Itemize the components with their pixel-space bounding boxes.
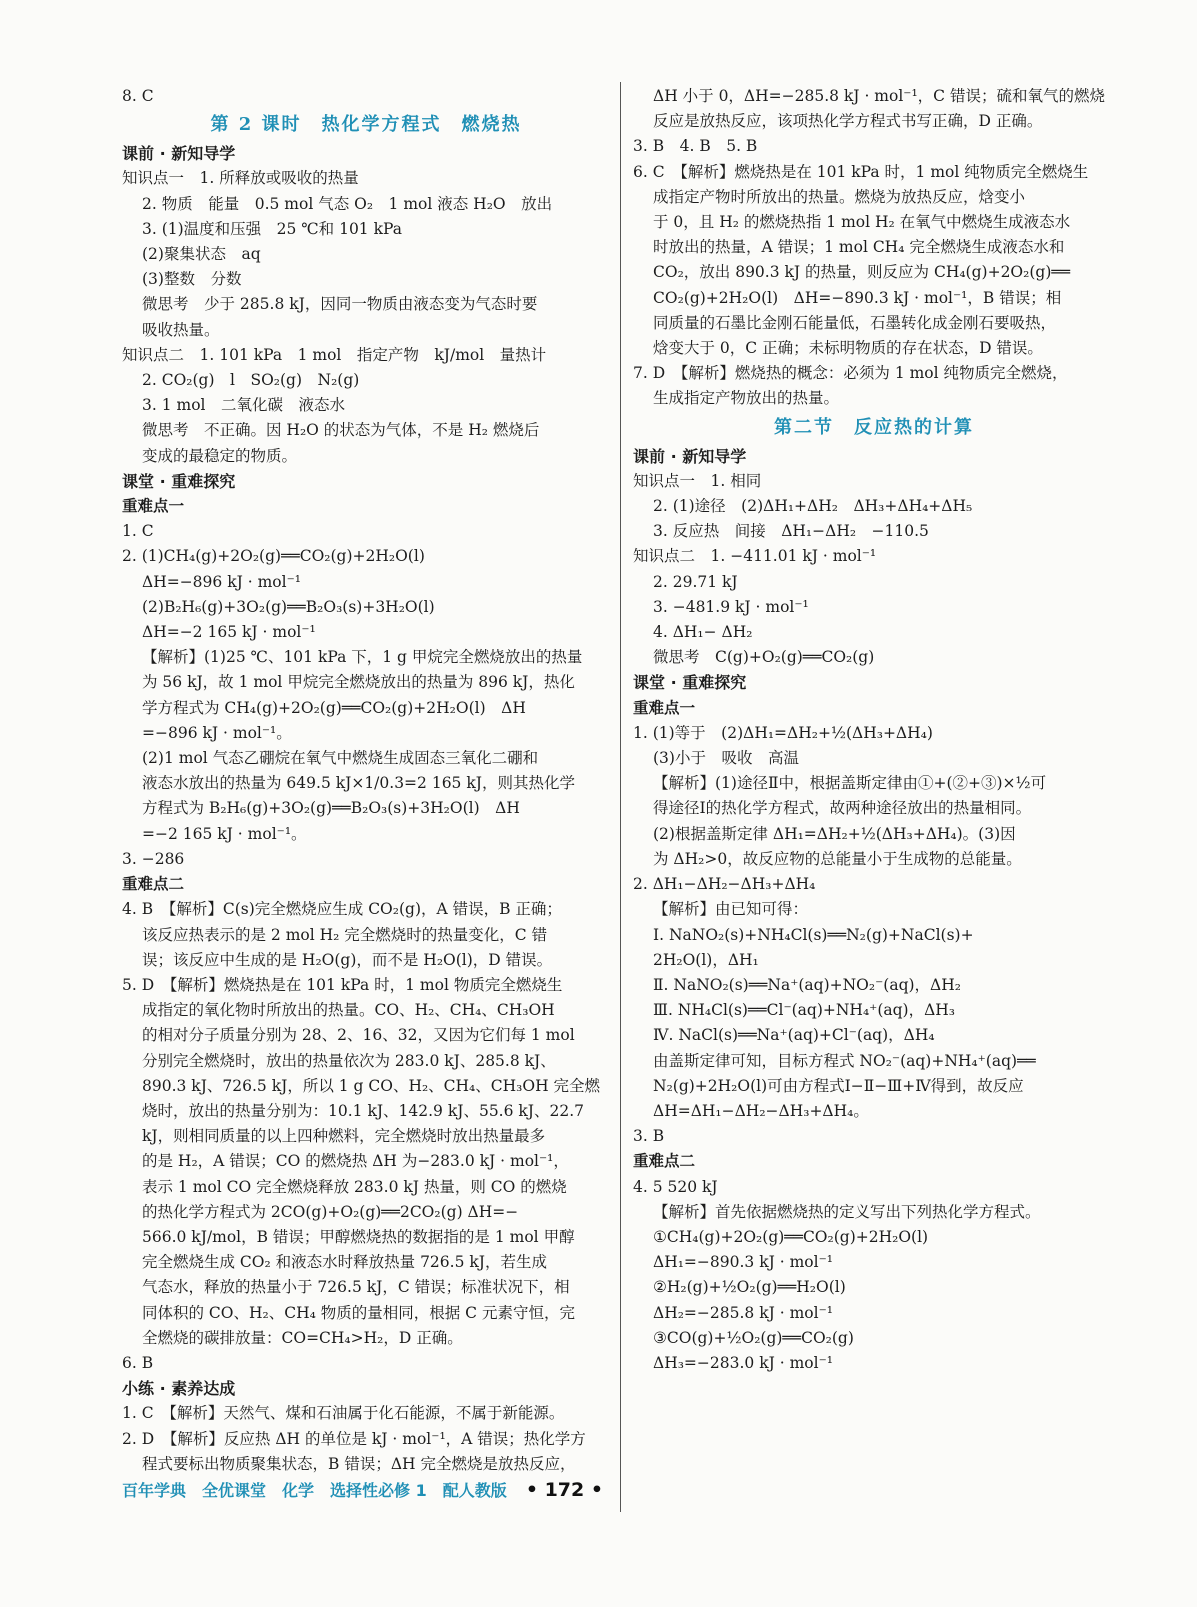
text-line: ΔH₃=−283.0 kJ · mol⁻¹	[653, 1353, 833, 1372]
text-line: 3. (1)温度和压强 25 ℃和 101 kPa	[142, 219, 402, 238]
text-line: (3)整数 分数	[142, 270, 242, 289]
text-line: 5. D 【解析】燃烧热是在 101 kPa 时，1 mol 物质完全燃烧生	[122, 975, 563, 994]
section-heading: 课堂 · 重难探究	[122, 471, 236, 491]
text-line: ①CH₄(g)+2O₂(g)══CO₂(g)+2H₂O(l)	[653, 1227, 929, 1246]
text-line: 时放出的热量，A 错误；1 mol CH₄ 完全燃烧生成液态水和	[653, 238, 1065, 257]
text-line: N₂(g)+2H₂O(l)可由方程式Ⅰ−Ⅱ−Ⅲ+Ⅳ得到，故反应	[653, 1076, 1024, 1095]
text-line: 的热化学方程式为 2CO(g)+O₂(g)══2CO₂(g) ΔH=−	[142, 1202, 519, 1221]
text-line: 微思考 C(g)+O₂(g)══CO₂(g)	[653, 648, 875, 667]
text-line: 1. C 【解析】天然气、煤和石油属于化石能源，不属于新能源。	[122, 1404, 565, 1423]
text-line: ΔH₁=−890.3 kJ · mol⁻¹	[653, 1253, 833, 1272]
text-line: 变成的最稳定的物质。	[142, 446, 298, 465]
text-line: 生成指定产物放出的热量。	[653, 389, 840, 408]
text-line: (2)1 mol 气态乙硼烷在氧气中燃烧生成固态三氧化二硼和	[142, 749, 539, 768]
text-line: CO₂(g)+2H₂O(l) ΔH=−890.3 kJ · mol⁻¹，B 错误；相	[653, 288, 1062, 307]
text-line: 2. 29.71 kJ	[653, 572, 738, 591]
text-line: 3. B	[633, 1127, 665, 1146]
text-line: 微思考 少于 285.8 kJ，因同一物质由液态变为气态时要	[142, 295, 538, 314]
subsection-heading: 重难点二	[122, 875, 185, 894]
text-line: 知识点二 1. 101 kPa 1 mol 指定产物 kJ/mol 量热计	[122, 345, 547, 364]
text-line: 知识点二 1. −411.01 kJ · mol⁻¹	[633, 547, 877, 566]
text-line: 学方程式为 CH₄(g)+2O₂(g)══CO₂(g)+2H₂O(l) ΔH	[142, 698, 526, 717]
text-line: 1. (1)等于 (2)ΔH₁=ΔH₂+½(ΔH₃+ΔH₄)	[633, 723, 933, 742]
text-line: 该反应热表示的是 2 mol H₂ 完全燃烧时的热量变化，C 错	[142, 925, 548, 944]
footer-publisher: 百年学典 全优课堂 化学 选择性必修 1 配人教版	[122, 1481, 507, 1500]
text-line: 【解析】首先依据燃烧热的定义写出下列热化学方程式。	[653, 1202, 1041, 1221]
text-line: Ⅰ. NaNO₂(s)+NH₄Cl(s)══N₂(g)+NaCl(s)+	[653, 925, 974, 944]
section-heading: 课堂 · 重难探究	[633, 673, 747, 693]
text-line: ΔH=−2 165 kJ · mol⁻¹	[142, 623, 316, 642]
text-line: =−2 165 kJ · mol⁻¹。	[142, 824, 307, 843]
text-line: Ⅱ. NaNO₂(s)══Na⁺(aq)+NO₂⁻(aq)，ΔH₂	[653, 975, 961, 994]
text-line: 成指定的氧化物时所放出的热量。CO、H₂、CH₄、CH₃OH	[142, 1001, 555, 1020]
text-line: 2. CO₂(g) l SO₂(g) N₂(g)	[142, 371, 360, 390]
text-line: 烧时，放出的热量分别为：10.1 kJ、142.9 kJ、55.6 kJ、22.7	[142, 1101, 585, 1120]
text-line: 4. B 【解析】C(s)完全燃烧应生成 CO₂(g)，A 错误，B 正确；	[122, 900, 562, 919]
text-line: 为 ΔH₂>0，故反应物的总能量小于生成物的总能量。	[653, 849, 1022, 868]
text-line: 6. B	[122, 1353, 154, 1372]
text-line: 于 0，且 H₂ 的燃烧热指 1 mol H₂ 在氧气中燃烧生成液态水	[653, 213, 1071, 232]
text-line: 1. C	[122, 522, 154, 541]
text-line: 同体积的 CO、H₂、CH₄ 物质的量相同，根据 C 元素守恒，完	[142, 1303, 575, 1322]
subsection-heading: 重难点一	[122, 497, 185, 516]
text-line: 2. ΔH₁−ΔH₂−ΔH₃+ΔH₄	[633, 875, 816, 894]
text-line: 3. −481.9 kJ · mol⁻¹	[653, 597, 809, 616]
text-line: Ⅳ. NaCl(s)══Na⁺(aq)+Cl⁻(aq)，ΔH₄	[653, 1026, 935, 1045]
lesson-heading: 第二节 反应热的计算	[774, 416, 974, 438]
text-line: 2. (1)CH₄(g)+2O₂(g)══CO₂(g)+2H₂O(l)	[122, 547, 425, 566]
text-line: 2. (1)途径 (2)ΔH₁+ΔH₂ ΔH₃+ΔH₄+ΔH₅	[653, 497, 973, 516]
text-line: 4. ΔH₁− ΔH₂	[653, 623, 753, 642]
section-heading: 小练 · 素养达成	[122, 1379, 236, 1399]
text-line: 8. C	[122, 87, 154, 105]
left-column	[122, 84, 610, 1477]
text-line: 4. 5 520 kJ	[633, 1177, 718, 1196]
text-line: 分别完全燃烧时，放出的热量依次为 283.0 kJ、285.8 kJ、	[142, 1051, 556, 1070]
text-line: 焓变大于 0，C 正确；未标明物质的存在状态，D 错误。	[653, 339, 1043, 358]
text-line: 的是 H₂，A 错误；CO 的燃烧热 ΔH 为−283.0 kJ · mol⁻¹，	[142, 1152, 569, 1171]
text-line: 3. 1 mol 二氧化碳 液态水	[142, 396, 345, 415]
text-line: (3)小于 吸收 高温	[653, 749, 799, 768]
text-line: 方程式为 B₂H₆(g)+3O₂(g)══B₂O₃(s)+3H₂O(l) ΔH	[142, 799, 520, 818]
text-line: 【解析】(1)途径Ⅱ中，根据盖斯定律由①+(②+③)×½可	[653, 774, 1047, 793]
page-footer	[122, 1478, 1022, 1501]
text-line: 【解析】(1)25 ℃、101 kPa 下，1 g 甲烷完全燃烧放出的热量	[142, 648, 583, 667]
text-line: 得途径Ⅰ的热化学方程式，故两种途径放出的热量相同。	[653, 799, 1032, 818]
text-line: 完全燃烧生成 CO₂ 和液态水时释放热量 726.5 kJ，若生成	[142, 1253, 547, 1272]
text-line: (2)聚集状态 aq	[142, 245, 261, 264]
text-line: 液态水放出的热量为 649.5 kJ×1/0.3=2 165 kJ，则其热化学	[142, 774, 575, 793]
text-line: 由盖斯定律可知，目标方程式 NO₂⁻(aq)+NH₄⁺(aq)══	[653, 1051, 1036, 1070]
text-line: 同质量的石墨比金刚石能量低，石墨转化成金刚石要吸热，	[653, 313, 1057, 332]
text-line: Ⅲ. NH₄Cl(s)══Cl⁻(aq)+NH₄⁺(aq)，ΔH₃	[653, 1001, 956, 1020]
text-line: 【解析】由已知可得：	[653, 900, 809, 919]
text-line: 566.0 kJ/mol，B 错误；甲醇燃烧热的数据指的是 1 mol 甲醇	[142, 1227, 575, 1246]
subsection-heading: 重难点一	[633, 698, 696, 717]
text-line: 表示 1 mol CO 完全燃烧释放 283.0 kJ 热量，则 CO 的燃烧	[142, 1177, 567, 1196]
text-line: ΔH=−896 kJ · mol⁻¹	[142, 572, 301, 591]
text-line: 吸收热量。	[142, 320, 220, 339]
text-line: 890.3 kJ、726.5 kJ，所以 1 g CO、H₂、CH₄、CH₃OH 完全燃	[142, 1076, 601, 1095]
text-line: (2)根据盖斯定律 ΔH₁=ΔH₂+½(ΔH₃+ΔH₄)。(3)因	[653, 824, 1016, 843]
text-line: 误；该反应中生成的是 H₂O(g)，而不是 H₂O(l)，D 错误。	[142, 950, 553, 969]
text-line: 2. 物质 能量 0.5 mol 气态 O₂ 1 mol 液态 H₂O 放出	[142, 194, 553, 213]
text-line: kJ，则相同质量的以上四种燃料，完全燃烧时放出热量最多	[142, 1127, 546, 1146]
text-line: 2. D 【解析】反应热 ΔH 的单位是 kJ · mol⁻¹，A 错误；热化学方	[122, 1429, 586, 1448]
text-line: ΔH=ΔH₁−ΔH₂−ΔH₃+ΔH₄。	[653, 1101, 869, 1120]
text-line: ΔH₂=−285.8 kJ · mol⁻¹	[653, 1303, 833, 1322]
lesson-heading: 第 2 课时 热化学方程式 燃烧热	[210, 114, 522, 136]
page-number: • 172 •	[525, 1479, 603, 1501]
text-line: CO₂，放出 890.3 kJ 的热量，则反应为 CH₄(g)+2O₂(g)══	[653, 263, 1071, 282]
text-line: 7. D 【解析】燃烧热的概念：必须为 1 mol 纯物质完全燃烧，	[633, 364, 1068, 383]
subsection-heading: 重难点二	[633, 1152, 696, 1171]
text-line: 微思考 不正确。因 H₂O 的状态为气体，不是 H₂ 燃烧后	[142, 421, 540, 440]
text-line: =−896 kJ · mol⁻¹。	[142, 723, 292, 742]
text-line: ΔH 小于 0，ΔH=−285.8 kJ · mol⁻¹，C 错误；硫和氧气的燃烧	[653, 87, 1105, 105]
text-line: 为 56 kJ，故 1 mol 甲烷完全燃烧放出的热量为 896 kJ，热化	[142, 673, 575, 692]
text-line: 的相对分子质量分别为 28、2、16、32，又因为它们每 1 mol	[142, 1026, 575, 1045]
text-line: 3. −286	[122, 849, 185, 868]
text-line: ②H₂(g)+½O₂(g)══H₂O(l)	[653, 1278, 846, 1297]
text-line: ③CO(g)+½O₂(g)══CO₂(g)	[653, 1328, 854, 1347]
text-line: 反应是放热反应，该项热化学方程式书写正确，D 正确。	[653, 112, 1043, 131]
text-line: 3. 反应热 间接 ΔH₁−ΔH₂ −110.5	[653, 522, 929, 541]
text-line: 成指定产物时所放出的热量。燃烧为放热反应，焓变小	[653, 187, 1026, 206]
column-divider	[620, 82, 621, 1512]
text-line: (2)B₂H₆(g)+3O₂(g)══B₂O₃(s)+3H₂O(l)	[142, 597, 435, 616]
text-line: 3. B 4. B 5. B	[633, 137, 758, 156]
right-column	[633, 84, 1115, 1376]
section-heading: 课前 · 新知导学	[122, 144, 236, 164]
section-heading: 课前 · 新知导学	[633, 446, 747, 466]
text-line: 知识点一 1. 所释放或吸收的热量	[122, 169, 359, 188]
text-line: 6. C 【解析】燃烧热是在 101 kPa 时，1 mol 纯物质完全燃烧生	[633, 162, 1089, 181]
text-line: 全燃烧的碳排放量：CO=CH₄>H₂，D 正确。	[142, 1328, 463, 1347]
text-line: 程式要标出物质聚集状态，B 错误；ΔH 完全燃烧是放热反应，	[142, 1454, 576, 1473]
text-line: 气态水，释放的热量小于 726.5 kJ，C 错误；标准状况下，相	[142, 1278, 570, 1297]
text-line: 2H₂O(l)，ΔH₁	[653, 950, 759, 969]
text-line: 知识点一 1. 相同	[633, 471, 762, 490]
